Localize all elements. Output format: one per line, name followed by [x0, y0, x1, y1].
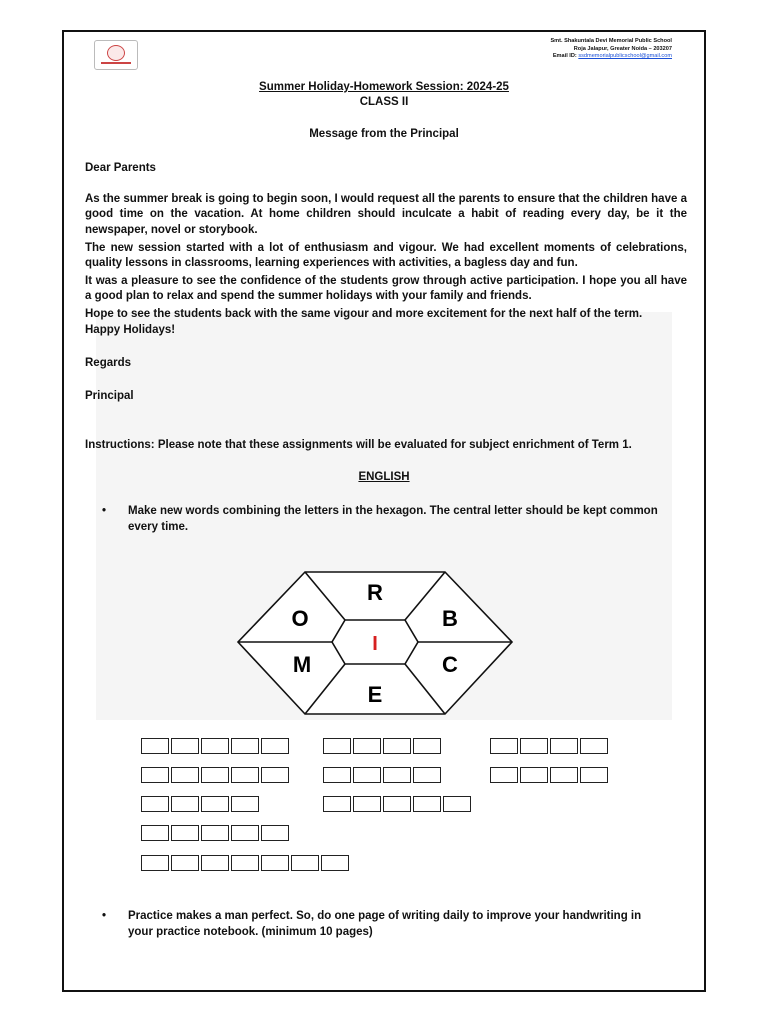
word-box-row: [141, 796, 261, 812]
school-info: [550, 38, 672, 61]
letter-box[interactable]: [413, 767, 441, 783]
letter-box[interactable]: [323, 767, 351, 783]
logo-seal-icon: [107, 45, 125, 61]
letter-box[interactable]: [231, 767, 259, 783]
letter-paragraph-5: Happy Holidays!: [85, 324, 176, 336]
task-2: • Practice makes a man perfect. So, do one page of writing daily to improve your handwriting in your practice notebook. (minimum 10 pages): [102, 910, 642, 938]
letter-box[interactable]: [353, 796, 381, 812]
letter-box[interactable]: [413, 796, 441, 812]
hex-letter-center: I: [372, 633, 378, 655]
letter-box[interactable]: [201, 796, 229, 812]
closing: Regards: [85, 357, 132, 369]
letter-box[interactable]: [171, 767, 199, 783]
letter-paragraph-4: Hope to see the students back with the same vigour and more excitement for the next half of the term.: [85, 308, 643, 320]
letter-box[interactable]: [141, 825, 169, 841]
letter-box[interactable]: [141, 767, 169, 783]
letter-box[interactable]: [201, 825, 229, 841]
letter-box[interactable]: [413, 738, 441, 754]
letter-box[interactable]: [231, 738, 259, 754]
hex-letter-upper-right: B: [442, 606, 458, 631]
letter-box[interactable]: [353, 767, 381, 783]
letter-box[interactable]: [171, 825, 199, 841]
letter-box[interactable]: [201, 738, 229, 754]
letter-box[interactable]: [261, 767, 289, 783]
letter-box[interactable]: [353, 738, 381, 754]
letter-box[interactable]: [520, 738, 548, 754]
letter-paragraph-2: The new session started with a lot of enthusiasm and vigour. We had excellent moments of celebrations, quality lessons in classrooms, learning experiences with activities, a bagless day and fun.: [85, 242, 687, 270]
letter-box[interactable]: [231, 796, 259, 812]
letter-box[interactable]: [141, 855, 169, 871]
signature: Principal: [85, 390, 134, 402]
letter-box[interactable]: [490, 738, 518, 754]
word-box-row: [141, 855, 351, 871]
letter-box[interactable]: [171, 738, 199, 754]
word-box-row: [323, 796, 473, 812]
hex-letter-top: R: [367, 580, 383, 605]
hex-letter-bottom: E: [367, 682, 383, 707]
document-title: Summer Holiday-Homework Session: 2024-25: [259, 81, 509, 93]
hex-letter-lower-right: C: [442, 652, 458, 677]
letter-box[interactable]: [261, 825, 289, 841]
task-1: • Make new words combining the letters in the hexagon. The central letter should be kept common every time.: [102, 505, 658, 533]
word-box-row: [141, 767, 291, 783]
subject-heading: ENGLISH: [358, 471, 410, 483]
word-box-row: [323, 767, 443, 783]
letter-box[interactable]: [580, 767, 608, 783]
letter-box[interactable]: [321, 855, 349, 871]
letter-box[interactable]: [443, 796, 471, 812]
word-box-row: [141, 738, 291, 754]
letter-box[interactable]: [291, 855, 319, 871]
letter-box[interactable]: [323, 796, 351, 812]
word-box-row: [490, 738, 610, 754]
word-box-row: [323, 738, 443, 754]
letter-box[interactable]: [171, 796, 199, 812]
letter-box[interactable]: [231, 825, 259, 841]
letter-box[interactable]: [520, 767, 548, 783]
letter-box[interactable]: [580, 738, 608, 754]
letter-box[interactable]: [550, 767, 578, 783]
letter-box[interactable]: [323, 738, 351, 754]
instructions: Instructions: Please note that these assignments will be evaluated for subject enrichment of Term 1.: [85, 439, 632, 451]
hex-letter-lower-left: M: [292, 652, 312, 677]
word-box-row: [141, 825, 291, 841]
letter-box[interactable]: [261, 855, 289, 871]
bullet-icon: •: [102, 505, 107, 517]
letter-box[interactable]: [550, 738, 578, 754]
message-heading: Message from the Principal: [309, 128, 459, 140]
school-logo: [94, 40, 138, 70]
class-label: CLASS II: [359, 96, 409, 108]
salutation: Dear Parents: [85, 162, 156, 174]
school-email-link[interactable]: ssdmemorialpublicschool@gmail.com: [578, 53, 672, 59]
letter-box[interactable]: [383, 796, 411, 812]
letter-paragraph-3: It was a pleasure to see the confidence of the students grow through active participation. I hope you all have a good plan to relax and spend the summer holidays with your family and friends.: [85, 275, 687, 303]
letter-box[interactable]: [231, 855, 259, 871]
letter-box[interactable]: [141, 738, 169, 754]
letter-box[interactable]: [383, 738, 411, 754]
bullet-icon: •: [102, 910, 107, 922]
word-box-row: [490, 767, 610, 783]
school-address: Roja Jalapur, Greater Noida – 203207: [573, 45, 672, 52]
letter-paragraph-1: As the summer break is going to begin soon, I would request all the parents to ensure that the children have a good time on the vacation. At home children should inculcate a habit of reading every day, be it the newspaper, novel or storybook.: [85, 193, 687, 236]
letter-box[interactable]: [201, 767, 229, 783]
letter-box[interactable]: [171, 855, 199, 871]
letter-box[interactable]: [383, 767, 411, 783]
hex-letter-upper-left: O: [291, 606, 309, 631]
letter-box[interactable]: [201, 855, 229, 871]
letter-box[interactable]: [261, 738, 289, 754]
school-name: Smt. Shakuntala Devi Memorial Public School: [550, 38, 672, 44]
letter-hexagon: [236, 570, 514, 718]
letter-box[interactable]: [490, 767, 518, 783]
letter-box[interactable]: [141, 796, 169, 812]
school-email-line: Email ID: ssdmemorialpublicschool@gmail.com: [552, 53, 672, 59]
